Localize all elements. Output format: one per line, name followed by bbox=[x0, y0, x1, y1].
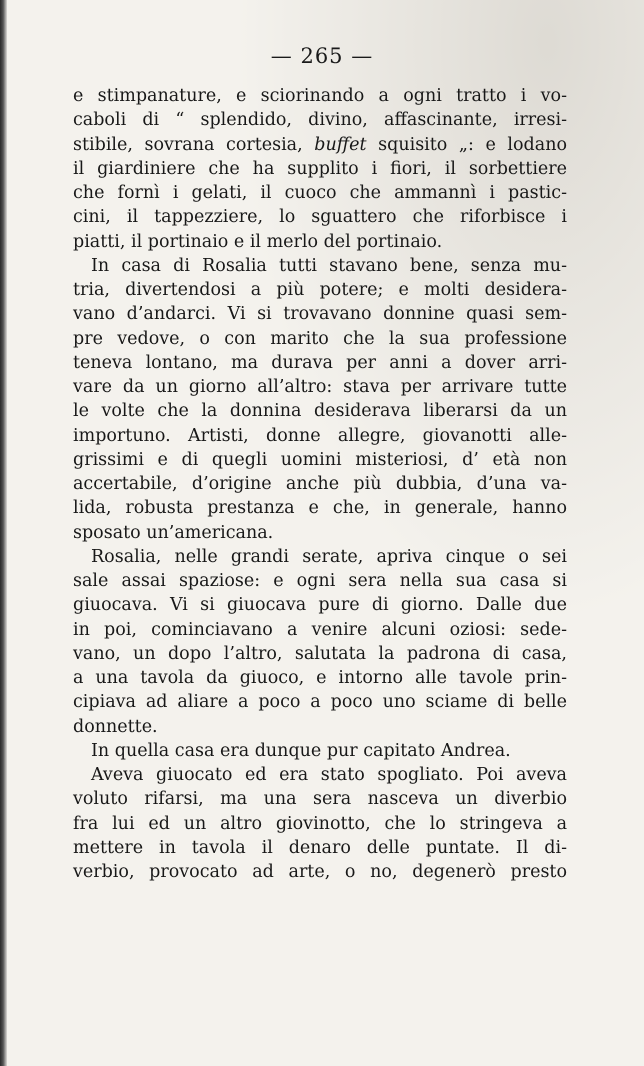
body-text bbox=[73, 84, 567, 884]
text-line: donnette. bbox=[73, 716, 158, 737]
text-line: voluto rifarsi, ma una sera nasceva un diverbio bbox=[73, 789, 567, 810]
text-line: in poi, cominciavano a venire alcuni oziosi: sede- bbox=[73, 619, 567, 640]
text-line: e stimpanature, e sciorinando a ogni tratto i vo- bbox=[73, 86, 567, 106]
text-line: accertabile, d’origine anche più dubbia, d’una va- bbox=[73, 474, 567, 494]
text-line: stibile, sovrana cortesia, buffet squisito „: e lodano bbox=[73, 134, 568, 155]
text-line: vano d’andarci. Vi si trovavano donnine quasi sem- bbox=[73, 304, 567, 325]
text-line: piatti, il portinaio e il merlo del portinaio. bbox=[73, 231, 443, 252]
page-number: — 265 — bbox=[270, 44, 374, 68]
text-line: vare da un giorno all’altro: stava per arrivare tutte bbox=[73, 377, 567, 397]
text-line: In casa di Rosalia tutti stavano bene, senza mu- bbox=[91, 255, 567, 276]
page-binding-edge bbox=[0, 0, 7, 1066]
text-line: a una tavola da giuoco, e intorno alle tavole prin- bbox=[73, 668, 567, 688]
text-line: importuno. Artisti, donne allegre, giovanotti alle- bbox=[73, 425, 567, 446]
text-line: Aveva giuocato ed era stato spogliato. Poi aveva bbox=[91, 765, 567, 785]
text-line: verbio, provocato ad arte, o no, degenerò presto bbox=[73, 862, 567, 882]
text-line: mettere in tavola il denaro delle puntate. Il di- bbox=[73, 837, 567, 858]
text-line: tria, divertendosi a più potere; e molti desidera- bbox=[73, 280, 567, 300]
text-line: fra lui ed un altro giovinotto, che lo stringeva a bbox=[73, 813, 567, 834]
text-line: giuocava. Vi si giuocava pure di giorno. Dalle due bbox=[73, 595, 567, 616]
text-line: pre vedove, o con marito che la sua professione bbox=[73, 328, 567, 349]
text-line: che fornì i gelati, il cuoco che ammannì i pastic- bbox=[73, 183, 567, 203]
text-line: le volte che la donnina desiderava liberarsi da un bbox=[73, 401, 567, 422]
text-line: sale assai spaziose: e ogni sera nella sua casa si bbox=[73, 571, 567, 591]
text-line: il giardiniere che ha supplito i fiori, il sorbettiere bbox=[73, 158, 567, 179]
text-line: vano, un dopo l’altro, salutata la padrona di casa, bbox=[73, 643, 567, 664]
text-line: lida, robusta prestanza e che, in generale, hanno bbox=[73, 498, 567, 519]
text-line: In quella casa era dunque pur capitato Andrea. bbox=[91, 740, 511, 761]
text-line: cini, il tappezziere, lo sguattero che riforbisce i bbox=[73, 207, 567, 228]
text-line: teneva lontano, ma durava per anni a dover arri- bbox=[73, 352, 567, 373]
text-line: Rosalia, nelle grandi serate, apriva cinque o sei bbox=[91, 546, 567, 567]
text-line: caboli di “ splendido, divino, affascinante, irresi- bbox=[73, 110, 567, 131]
text-line: sposato un’americana. bbox=[73, 522, 274, 543]
text-line: grissimi e di quegli uomini misteriosi, d’ età non bbox=[73, 449, 567, 470]
text-line: cipiava ad aliare a poco a poco uno sciame di belle bbox=[73, 692, 567, 713]
